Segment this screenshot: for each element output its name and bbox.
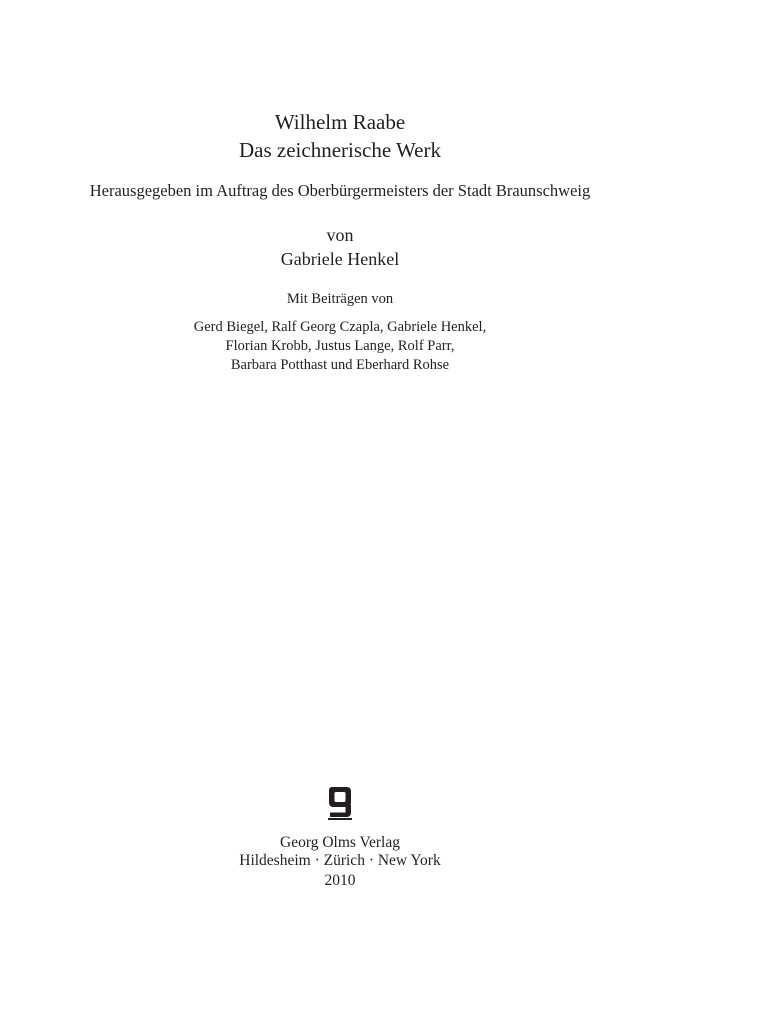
editor-name: Gabriele Henkel [280, 249, 400, 269]
contributors-label: Mit Beiträgen von [286, 291, 394, 307]
editor-by-word: von [326, 225, 354, 245]
publisher-places: Hildesheim · Zürich · New York [239, 852, 441, 869]
book-subtitle: Herausgegeben im Auftrag des Oberbürgermeisters der Stadt Braunschweig [89, 181, 591, 200]
olms-g-logo-icon [326, 786, 354, 820]
book-work-title: Das zeichnerische Werk [239, 138, 441, 162]
book-author-title: Wilhelm Raabe [274, 110, 406, 134]
publication-year: 2010 [324, 872, 356, 889]
contributors-line: Gerd Biegel, Ralf Georg Czapla, Gabriele Henkel, [193, 319, 487, 335]
publisher-name: Georg Olms Verlag [280, 834, 400, 851]
contributors-line: Barbara Potthast und Eberhard Rohse [230, 357, 450, 373]
contributors-line: Florian Krobb, Justus Lange, Rolf Parr, [225, 338, 455, 354]
